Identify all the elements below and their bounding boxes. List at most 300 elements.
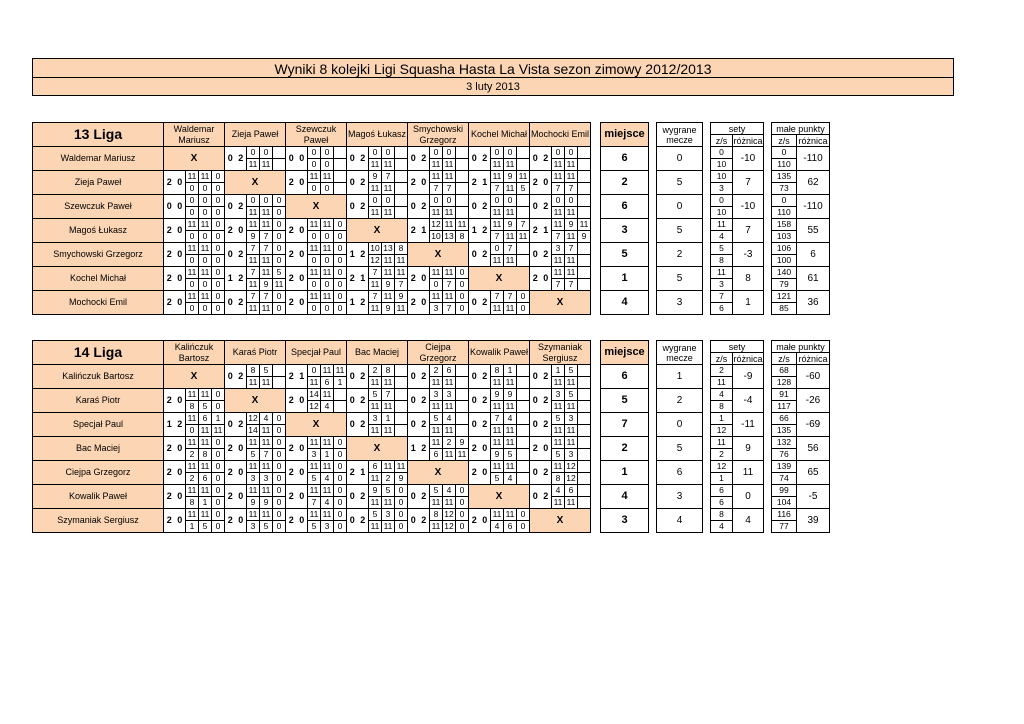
set-points-own: 4 [260,413,273,425]
set-points-own [517,413,530,425]
set-points-own: 11 [260,485,273,497]
set-points-own: 7 [260,291,273,303]
column-player-name: Smychowski Grzegorz [408,123,469,147]
set-points-opponent: 11 [491,159,504,171]
sets-diff-value: 0 [733,485,764,509]
match-sets-lost: 0 [297,437,308,461]
self-match-cell: X [286,413,347,437]
set-points-own [517,243,530,255]
sets-lost-value: 6 [711,497,733,509]
set-points-own: 0 [491,195,504,207]
match-sets-won: 2 [286,509,297,533]
set-points-opponent: 11 [369,159,382,171]
table-row [33,243,830,255]
set-points-opponent: 11 [430,401,443,413]
set-points-own: 0 [308,147,321,159]
set-points-opponent: 11 [443,377,456,389]
set-points-own [517,147,530,159]
set-points-opponent: 0 [321,303,334,315]
match-sets-won: 2 [286,485,297,509]
place-value: 4 [601,485,649,509]
match-sets-lost: 0 [175,267,186,291]
set-points-opponent: 11 [382,159,395,171]
matches-won-value: 0 [657,195,703,219]
sets-won-value: 11 [711,437,733,449]
spacer [764,291,772,315]
match-sets-lost: 0 [480,461,491,485]
set-points-opponent: 0 [212,401,225,413]
match-sets-lost: 0 [297,291,308,315]
match-sets-won: 0 [530,461,541,485]
row-player-name: Zieja Paweł [33,171,164,195]
set-points-own: 0 [212,509,225,521]
match-sets-lost: 0 [175,219,186,243]
match-sets-won: 0 [286,147,297,171]
set-points-own: 11 [443,291,456,303]
set-points-own: 7 [504,243,517,255]
set-points-opponent [517,425,530,437]
set-points-opponent: 0 [334,449,347,461]
set-points-own: 0 [517,291,530,303]
sets-lost-value: 6 [711,303,733,315]
spacer [764,123,772,147]
match-sets-won: 2 [469,509,480,533]
row-player-name: Karaś Piotr [33,389,164,413]
set-points-opponent [578,159,591,171]
match-sets-won: 2 [530,171,541,195]
match-sets-won: 2 [347,461,358,485]
set-points-own: 8 [395,243,408,255]
place-value: 7 [601,413,649,437]
match-sets-won: 2 [225,219,236,243]
set-points-opponent: 9 [578,231,591,243]
sets-lost-value: 10 [711,207,733,219]
table-row [33,389,830,401]
set-points-own [517,437,530,449]
set-points-opponent [517,449,530,461]
set-points-opponent: 0 [334,473,347,485]
set-points-own: 0 [273,485,286,497]
set-points-opponent: 11 [565,255,578,267]
place-value: 1 [601,267,649,291]
match-sets-lost: 2 [358,509,369,533]
match-sets-lost: 2 [541,195,552,219]
set-points-own [395,389,408,401]
set-points-opponent: 11 [382,183,395,195]
set-points-own: 11 [308,461,321,473]
match-sets-won: 2 [225,437,236,461]
set-points-own: 9 [369,485,382,497]
match-sets-lost: 0 [297,171,308,195]
match-sets-lost: 0 [297,461,308,485]
set-points-own: 5 [369,509,382,521]
set-points-own [578,485,591,497]
set-points-opponent: 0 [273,207,286,219]
match-sets-won: 0 [225,413,236,437]
match-sets-lost: 0 [297,243,308,267]
sets-header: sety [711,341,764,353]
set-points-own [578,195,591,207]
set-points-own: 0 [443,195,456,207]
match-sets-won: 0 [347,195,358,219]
sets-won-value: 11 [711,267,733,279]
set-points-opponent: 0 [186,183,199,195]
set-points-own [395,365,408,377]
match-sets-won: 0 [408,195,419,219]
points-diff-value: 56 [797,437,830,461]
points-ratio-header: z/s [772,353,797,365]
set-points-own: 1 [552,365,565,377]
set-points-opponent: 0 [212,521,225,533]
set-points-own: 11 [247,461,260,473]
set-points-opponent [395,207,408,219]
set-points-opponent [395,401,408,413]
sets-won-value: 6 [711,485,733,497]
set-points-own: 0 [395,509,408,521]
set-points-opponent: 0 [517,521,530,533]
match-sets-won: 0 [347,147,358,171]
place-value: 5 [601,243,649,267]
match-sets-lost: 2 [419,147,430,171]
set-points-opponent: 6 [430,449,443,461]
set-points-opponent [578,425,591,437]
match-sets-lost: 0 [297,147,308,171]
set-points-own: 3 [565,413,578,425]
sets-won-value: 0 [711,195,733,207]
set-points-own: 0 [212,267,225,279]
match-sets-won: 0 [408,365,419,389]
spacer [649,485,657,509]
match-sets-lost: 0 [175,461,186,485]
set-points-own: 11 [491,437,504,449]
set-points-own: 11 [308,485,321,497]
points-won-value: 91 [772,389,797,401]
match-sets-lost: 2 [236,365,247,389]
set-points-own: 11 [565,437,578,449]
match-sets-lost: 0 [175,485,186,509]
spacer [764,267,772,291]
set-points-own: 3 [552,243,565,255]
spacer [649,389,657,413]
set-points-opponent: 0 [186,255,199,267]
set-points-opponent: 1 [321,449,334,461]
set-points-opponent [578,497,591,509]
set-points-own: 11 [260,461,273,473]
match-sets-won: 2 [286,461,297,485]
points-lost-value: 73 [772,183,797,195]
match-sets-lost: 0 [236,437,247,461]
set-points-opponent: 0 [395,521,408,533]
set-points-own: 7 [504,291,517,303]
row-player-name: Szewczuk Paweł [33,195,164,219]
set-points-opponent: 11 [382,377,395,389]
set-points-opponent: 12 [309,401,319,411]
sets-diff-header: różnica [733,353,763,364]
set-points-own: 0 [456,291,469,303]
match-sets-won: 2 [164,219,175,243]
sets-diff-value: -4 [733,389,764,413]
set-points-own: 0 [273,219,286,231]
match-sets-won: 1 [469,219,480,243]
set-points-own: 11 [308,171,321,183]
set-points-opponent: 12 [444,521,454,531]
set-points-opponent: 11 [382,497,395,509]
set-points-own [578,461,591,473]
set-points-own: 11 [260,267,273,279]
set-points-opponent [517,255,530,267]
set-points-own: 6 [443,365,456,377]
set-points-opponent: 11 [369,207,382,219]
match-sets-lost: 2 [358,195,369,219]
set-points-opponent: 0 [186,303,199,315]
spacer [703,341,711,365]
set-points-opponent: 0 [321,255,334,267]
match-sets-lost: 2 [541,413,552,437]
set-points-own: 0 [369,195,382,207]
set-points-own: 11 [186,171,199,183]
points-won-value: 139 [772,461,797,473]
set-points-own: 12 [566,461,576,471]
match-sets-lost: 2 [480,195,491,219]
set-points-opponent: 9 [491,449,504,461]
match-sets-lost: 0 [297,389,308,413]
match-sets-lost: 0 [236,485,247,509]
set-points-opponent: 11 [491,401,504,413]
set-points-opponent: 11 [504,183,517,195]
set-points-own: 11 [552,437,565,449]
self-match-cell: X [164,365,225,389]
set-points-opponent: 11 [199,425,212,437]
points-won-value: 66 [772,413,797,425]
sets-won-value: 10 [711,171,733,183]
set-points-own: 11 [321,389,334,401]
set-points-own: 6 [199,413,212,425]
set-points-own: 7 [247,267,260,279]
set-points-own: 3 [430,389,443,401]
match-sets-lost: 2 [419,365,430,389]
set-points-opponent: 11 [504,159,517,171]
match-sets-won: 2 [164,461,175,485]
set-points-own: 11 [247,219,260,231]
sets-ratio-header: z/s [711,135,733,147]
set-points-own [578,267,591,279]
set-points-opponent: 0 [334,279,347,291]
set-points-opponent: 0 [334,231,347,243]
set-points-own: 11 [321,171,334,183]
set-points-own: 7 [369,291,382,303]
match-sets-won: 0 [530,365,541,389]
place-value: 1 [601,461,649,485]
points-diff-value: 55 [797,219,830,243]
set-points-own: 7 [382,389,395,401]
match-sets-won: 2 [469,461,480,485]
set-points-opponent: 9 [260,497,273,509]
set-points-opponent: 11 [565,497,578,509]
match-sets-lost: 0 [236,461,247,485]
set-points-opponent: 11 [369,279,382,291]
sets-diff-value: -11 [733,413,764,437]
set-points-opponent: 9 [395,473,408,485]
match-sets-won: 0 [225,365,236,389]
league-table [32,122,830,315]
set-points-opponent: 11 [504,377,517,389]
set-points-own: 1 [212,413,225,425]
set-points-own: 11 [443,219,456,231]
set-points-own: 11 [504,437,517,449]
set-points-own: 14 [309,389,319,399]
points-diff-value: -110 [797,147,830,171]
points-lost-value: 77 [772,521,797,533]
set-points-opponent: 0 [199,303,212,315]
set-points-own: 5 [430,413,443,425]
match-sets-lost: 0 [541,171,552,195]
spacer [703,389,711,413]
match-sets-lost: 0 [480,509,491,533]
matches-won-value: 5 [657,219,703,243]
set-points-opponent: 2 [382,473,395,485]
set-points-opponent: 8 [199,449,212,461]
self-match-cell: X [347,437,408,461]
set-points-opponent: 11 [443,449,456,461]
points-won-value: 132 [772,437,797,449]
self-match-cell: X [286,195,347,219]
set-points-opponent: 5 [504,449,517,461]
set-points-opponent [578,449,591,461]
set-points-opponent: 4 [321,497,334,509]
match-sets-won: 2 [530,219,541,243]
set-points-opponent: 11 [565,377,578,389]
column-player-name: Kochel Michał [469,123,530,147]
match-sets-lost: 0 [175,389,186,413]
matches-won-value: 2 [657,243,703,267]
set-points-opponent: 11 [382,401,395,413]
set-points-opponent: 2 [186,449,199,461]
set-points-opponent: 11 [430,377,443,389]
spacer [649,461,657,485]
match-sets-lost: 2 [541,147,552,171]
match-sets-lost: 0 [175,291,186,315]
match-sets-won: 0 [225,291,236,315]
sets-lost-value: 8 [711,255,733,267]
match-sets-lost: 1 [297,365,308,389]
set-points-opponent: 11 [247,377,260,389]
spacer [764,389,772,413]
match-sets-won: 0 [347,171,358,195]
set-points-opponent [578,207,591,219]
set-points-opponent: 0 [273,521,286,533]
set-points-own: 9 [504,219,517,231]
sets-diff-value: -3 [733,243,764,267]
sets-diff-value: -10 [733,195,764,219]
sets-diff-value: -9 [733,365,764,389]
column-player-name: Szewczuk Paweł [286,123,347,147]
match-sets-won: 0 [530,485,541,509]
set-points-own: 0 [247,195,260,207]
set-points-opponent: 8 [186,497,199,509]
matches-won-value: 0 [657,147,703,171]
set-points-opponent: 9 [247,231,260,243]
match-sets-won: 2 [286,267,297,291]
set-points-opponent: 11 [443,159,456,171]
set-points-opponent: 11 [369,497,382,509]
set-points-own: 11 [186,413,199,425]
set-points-own: 11 [443,267,456,279]
set-points-own: 4 [552,485,565,497]
set-points-opponent: 0 [212,231,225,243]
set-points-own: 5 [382,485,395,497]
set-points-opponent: 5 [247,449,260,461]
set-points-opponent: 0 [186,425,199,437]
set-points-opponent: 5 [491,473,504,485]
set-points-opponent: 11 [443,401,456,413]
league-name: 14 Liga [33,341,164,365]
match-sets-lost: 2 [419,509,430,533]
match-sets-lost: 1 [358,461,369,485]
set-points-own [273,365,286,377]
set-points-own: 0 [382,195,395,207]
match-sets-lost: 2 [236,291,247,315]
set-points-own: 4 [443,413,456,425]
set-points-opponent: 12 [566,473,576,483]
set-points-opponent: 0 [456,303,469,315]
match-sets-won: 0 [408,509,419,533]
match-sets-lost: 2 [358,147,369,171]
table-row [33,365,830,377]
match-sets-lost: 2 [541,389,552,413]
match-sets-won: 0 [225,147,236,171]
match-sets-won: 0 [164,195,175,219]
set-points-own: 0 [369,147,382,159]
row-player-name: Magoś Łukasz [33,219,164,243]
match-sets-lost: 2 [480,219,491,243]
match-sets-lost: 2 [358,365,369,389]
set-points-own: 0 [552,195,565,207]
set-points-opponent: 7 [491,231,504,243]
match-sets-lost: 0 [175,195,186,219]
set-points-own: 3 [369,413,382,425]
match-sets-lost: 2 [480,389,491,413]
set-points-own: 12 [444,509,454,519]
set-points-opponent: 11 [395,303,408,315]
spacer [591,461,601,485]
set-points-own: 11 [308,219,321,231]
set-points-opponent: 0 [212,449,225,461]
set-points-opponent: 0 [334,521,347,533]
set-points-own: 0 [212,291,225,303]
set-points-opponent: 0 [273,449,286,461]
spacer [649,195,657,219]
set-points-own [578,171,591,183]
set-points-own [517,461,530,473]
set-points-own [334,389,347,401]
set-points-opponent [578,183,591,195]
set-points-opponent: 0 [308,183,321,195]
set-points-own: 7 [491,291,504,303]
set-points-own: 11 [395,461,408,473]
set-points-opponent: 8 [456,231,469,243]
match-sets-lost: 2 [236,195,247,219]
set-points-opponent: 4 [321,473,334,485]
match-sets-lost: 0 [297,267,308,291]
set-points-opponent [456,377,469,389]
table-row [33,461,830,473]
match-sets-won: 2 [286,437,297,461]
row-player-name: Kowalik Paweł [33,485,164,509]
set-points-opponent: 7 [260,449,273,461]
set-points-own [273,147,286,159]
set-points-own: 11 [395,267,408,279]
set-points-opponent: 0 [273,425,286,437]
